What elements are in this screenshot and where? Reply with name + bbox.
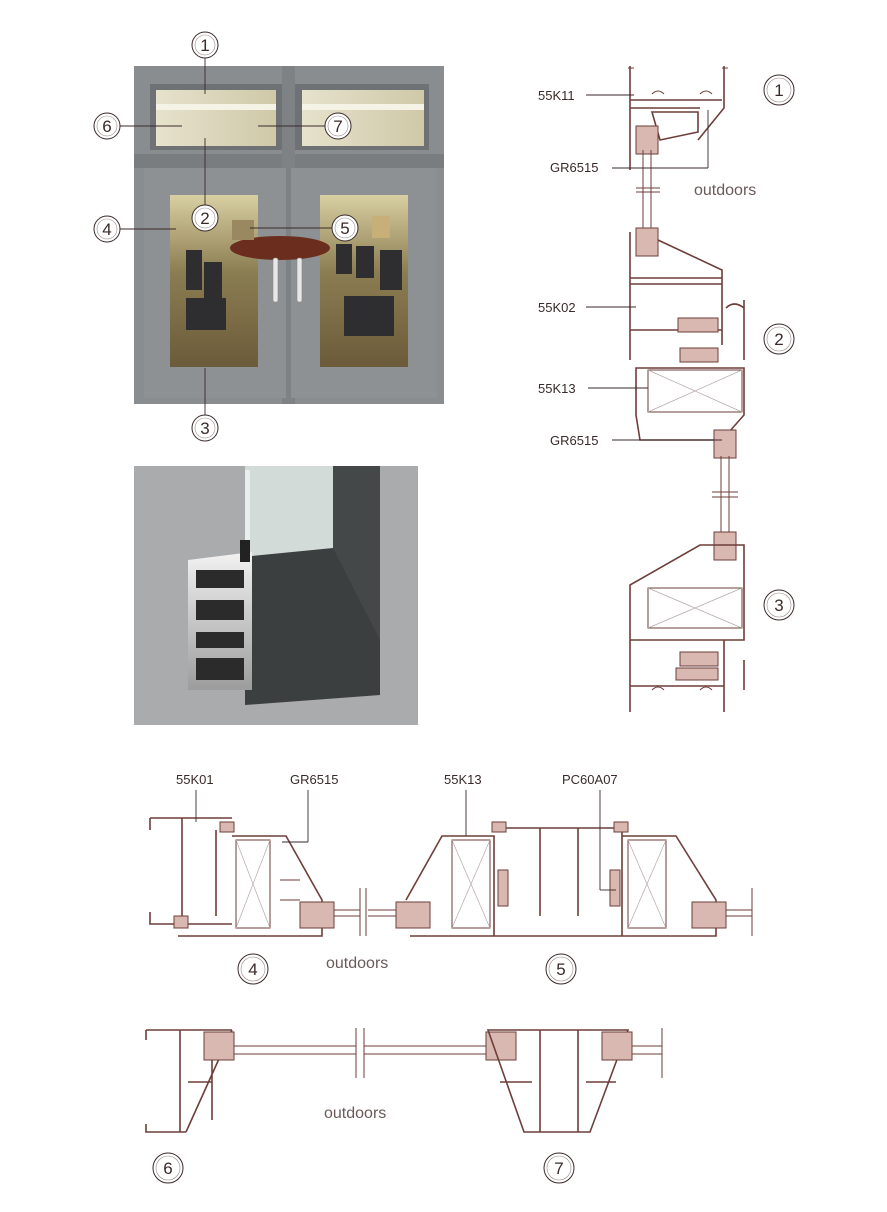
label-section5-profile: 55K13 xyxy=(444,772,482,787)
svg-text:4: 4 xyxy=(102,220,112,239)
svg-text:2: 2 xyxy=(774,330,784,349)
marker-7-section xyxy=(544,1153,574,1183)
svg-text:7: 7 xyxy=(554,1159,564,1178)
label-outdoors-section67: outdoors xyxy=(324,1105,387,1122)
horizontal-section-6-7 xyxy=(146,1028,662,1132)
marker-7-window xyxy=(325,113,351,139)
label-top-gasket: GR6515 xyxy=(550,160,599,175)
transom-glass-right xyxy=(302,90,424,146)
marker-3-section xyxy=(764,590,794,620)
horizontal-section-4-5 xyxy=(150,790,752,936)
transom-glass-left xyxy=(156,90,276,146)
window-illustration xyxy=(120,58,444,415)
marker-2-section xyxy=(764,324,794,354)
profile-3d-render xyxy=(134,466,418,725)
label-mid-gasket: GR6515 xyxy=(550,433,599,448)
label-mid-sash: 55K13 xyxy=(538,381,576,396)
marker-4-window xyxy=(94,216,120,242)
marker-1-window xyxy=(192,32,218,58)
label-mid-profile: 55K02 xyxy=(538,300,576,315)
svg-text:3: 3 xyxy=(200,419,210,438)
marker-4-section xyxy=(238,954,268,984)
vertical-section xyxy=(586,66,744,712)
svg-text:3: 3 xyxy=(774,596,784,615)
svg-text:5: 5 xyxy=(340,219,350,238)
handle-left xyxy=(273,258,278,302)
svg-text:6: 6 xyxy=(163,1159,173,1178)
svg-text:2: 2 xyxy=(200,209,210,228)
svg-text:1: 1 xyxy=(774,81,784,100)
marker-1-section xyxy=(764,75,794,105)
marker-5-window xyxy=(332,215,358,241)
label-outdoors-section45: outdoors xyxy=(326,955,389,972)
marker-5-section xyxy=(546,954,576,984)
svg-text:5: 5 xyxy=(556,960,566,979)
label-section4-profile: 55K01 xyxy=(176,772,214,787)
svg-text:4: 4 xyxy=(248,960,258,979)
marker-3-window xyxy=(192,415,218,441)
label-outdoors-vertical: outdoors xyxy=(694,182,757,199)
label-section4-gasket: GR6515 xyxy=(290,772,339,787)
handle-right xyxy=(297,258,302,302)
label-top-profile: 55K11 xyxy=(538,88,575,103)
svg-text:6: 6 xyxy=(102,117,112,136)
marker-2-window xyxy=(192,205,218,231)
marker-6-section xyxy=(153,1153,183,1183)
svg-text:7: 7 xyxy=(333,117,343,136)
marker-6-window xyxy=(94,113,120,139)
label-section5-gasket: PC60A07 xyxy=(562,772,618,787)
svg-text:1: 1 xyxy=(200,36,210,55)
